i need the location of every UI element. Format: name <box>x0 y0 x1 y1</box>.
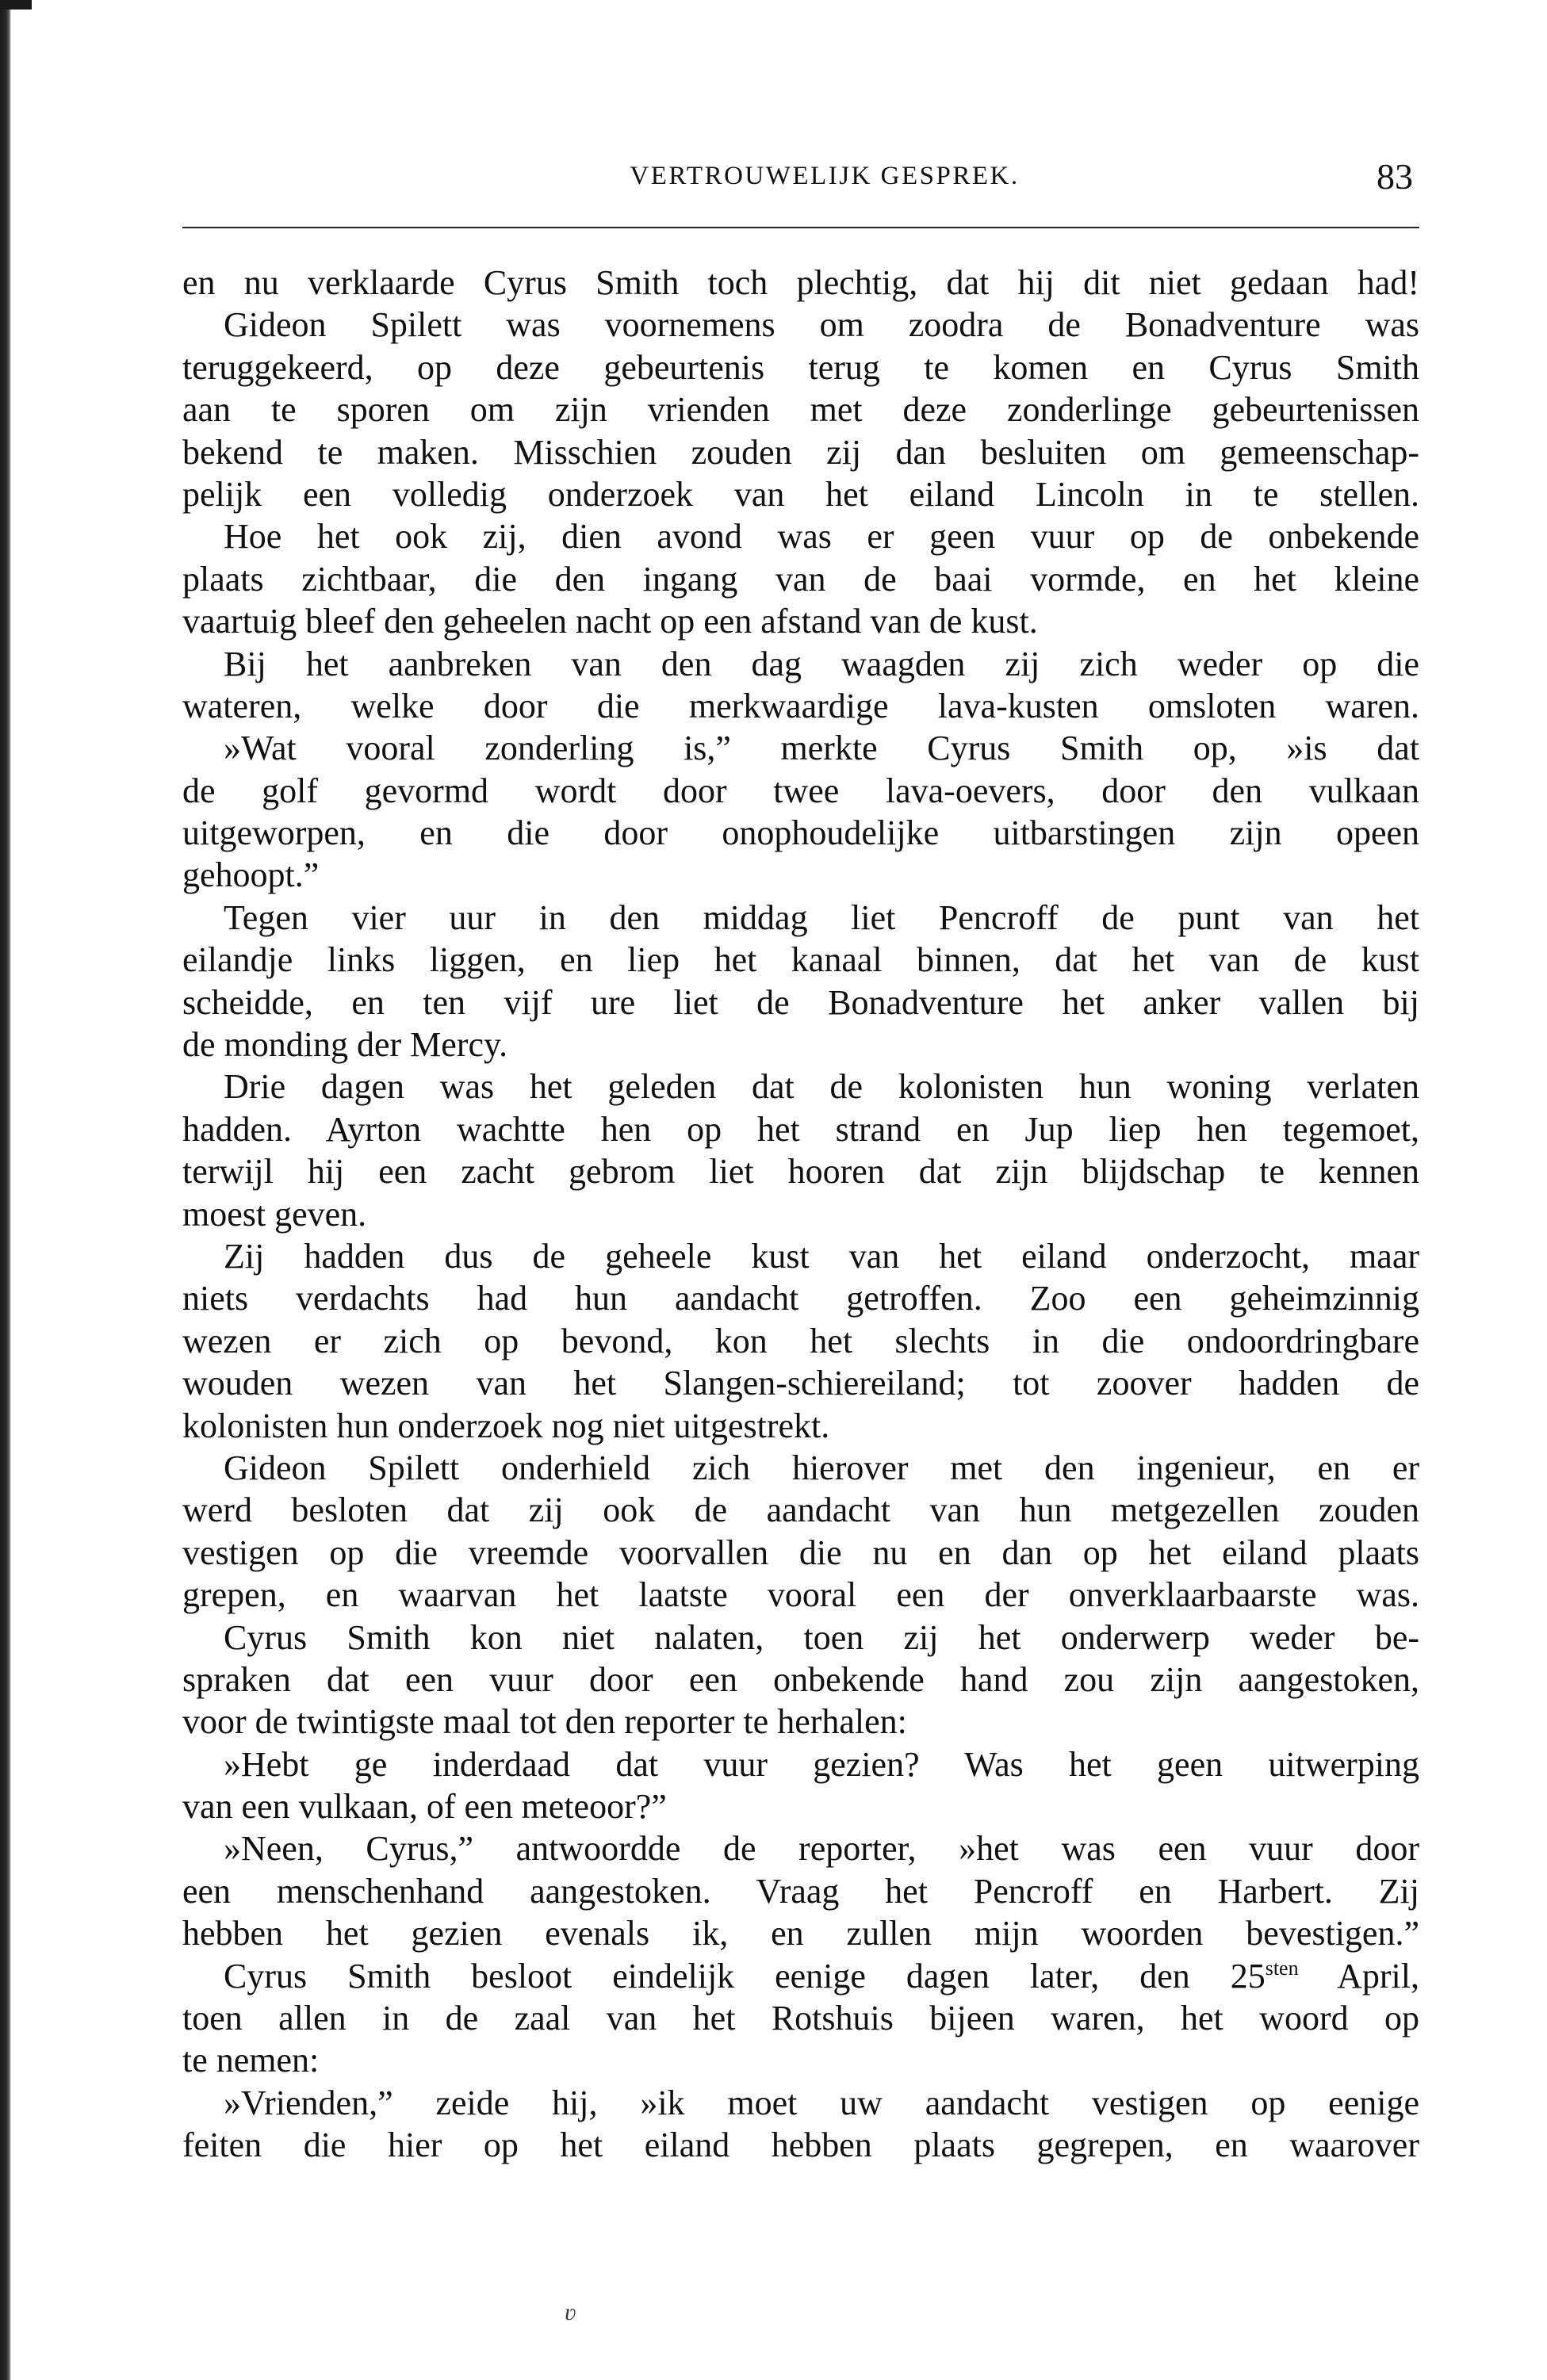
body-text <box>182 262 1419 2167</box>
text-line: werd besloten dat zij ook de aandacht van hun metgezellen zouden <box>182 1490 1419 1530</box>
text-line: »Vrienden,” zeide hij, »ik moet uw aandacht vestigen op eenige <box>224 2083 1419 2122</box>
text-line: Tegen vier uur in den middag liet Pencroff de punt van het <box>224 897 1419 937</box>
page-binding-edge <box>0 0 11 2380</box>
ordinal-superscript: sten <box>1265 1956 1299 1980</box>
text-line: niets verdachts had hun aandacht getroffen. Zoo een geheimzinnig <box>182 1279 1419 1318</box>
text-line: hadden. Ayrton wachtte hen op het strand en Jup liep hen tegemoet, <box>182 1109 1419 1149</box>
text-line: Gideon Spilett onderhield zich hierover met den ingenieur, en er <box>224 1448 1419 1487</box>
page-corner-mark <box>0 0 32 10</box>
text-line: wateren, welke door die merkwaardige lava-kusten omsloten waren. <box>182 686 1419 725</box>
text-line: grepen, en waarvan het laatste vooral een der onverklaarbaarste was. <box>182 1575 1419 1615</box>
text-line <box>182 1955 1419 1997</box>
text-line: terwijl hij een zacht gebrom liet hooren dat zijn blijdschap te kennen <box>182 1152 1419 1192</box>
text-line: spraken dat een vuur door een onbekende hand zou zijn aangestoken, <box>182 1659 1419 1699</box>
text-line-segment: Cyrus Smith besloot eindelijk eenige dagen later, den 25 <box>224 1956 1266 1995</box>
text-line: »Wat vooral zonderling is,” merkte Cyrus Smith op, »is dat <box>224 729 1419 768</box>
text-line: scheidde, en ten vijf ure liet de Bonadventure het anker vallen bij <box>182 982 1419 1022</box>
text-line: teruggekeerd, op deze gebeurtenis terug te komen en Cyrus Smith <box>182 347 1419 387</box>
text-line: een menschenhand aangestoken. Vraag het Pencroff en Harbert. Zij <box>182 1871 1419 1911</box>
text-line-segment: April, <box>1298 1956 1420 1995</box>
text-line: aan te sporen om zijn vrienden met deze zonderlinge gebeurtenissen <box>182 390 1419 430</box>
text-line: vaartuig bleef den geheelen nacht op een afstand van de kust. <box>182 602 1038 641</box>
running-title: VERTROUWELIJK GESPREK. <box>630 162 1020 190</box>
text-line: gehoopt.” <box>182 855 320 895</box>
text-line: Hoe het ook zij, dien avond was er geen vuur op de onbekende <box>224 517 1419 557</box>
text-line: wouden wezen van het Slangen-schiereiland; tot zoover hadden de <box>182 1364 1419 1403</box>
text-line: van een vulkaan, of een meteoor?” <box>182 1787 667 1827</box>
text-line: kolonisten hun onderzoek nog niet uitgestrekt. <box>182 1406 830 1445</box>
text-line: Drie dagen was het geleden dat de kolonisten hun woning verlaten <box>224 1067 1419 1107</box>
text-line: Gideon Spilett was voornemens om zoodra de Bonadventure was <box>224 305 1419 345</box>
text-line: de golf gevormd wordt door twee lava-oevers, door den vulkaan <box>182 771 1419 810</box>
running-head <box>182 155 1419 203</box>
text-line: »Neen, Cyrus,” antwoordde de reporter, »het was een vuur door <box>224 1829 1419 1869</box>
text-line: pelijk een volledig onderzoek van het eiland Lincoln in te stellen. <box>182 474 1419 514</box>
text-line: feiten die hier op het eiland hebben plaats gegrepen, en waarover <box>182 2126 1419 2165</box>
text-line: wezen er zich op bevond, kon het slechts in die ondoordringbare <box>182 1321 1419 1360</box>
text-line: vestigen op die vreemde voorvallen die nu en dan op het eiland plaats <box>182 1532 1419 1572</box>
text-line: Cyrus Smith kon niet nalaten, toen zij het onderwerp weder be- <box>224 1617 1419 1657</box>
text-line: Zij hadden dus de geheele kust van het eiland onderzocht, maar <box>224 1236 1419 1276</box>
text-line: te nemen: <box>182 2041 320 2080</box>
text-line: eilandje links liggen, en liep het kanaal binnen, dat het van de kust <box>182 940 1419 980</box>
text-line: toen allen in de zaal van het Rotshuis bijeen waren, het woord op <box>182 1999 1419 2038</box>
text-line: plaats zichtbaar, die den ingang van de baai vormde, en het kleine <box>182 559 1419 599</box>
text-line: voor de twintigste maal tot den reporter te herhalen: <box>182 1702 907 1742</box>
text-line: bekend te maken. Misschien zouden zij dan besluiten om gemeenschap- <box>182 432 1419 472</box>
text-line: Bij het aanbreken van den dag waagden zij zich weder op die <box>224 644 1419 683</box>
text-line: »Hebt ge inderdaad dat vuur gezien? Was het geen uitwerping <box>224 1744 1419 1784</box>
page-number: 83 <box>1377 156 1413 197</box>
header-rule <box>182 227 1419 228</box>
text-line: uitgeworpen, en die door onophoudelijke uitbarstingen zijn opeen <box>182 813 1419 853</box>
text-line: de monding der Mercy. <box>182 1025 508 1065</box>
text-line: en nu verklaarde Cyrus Smith toch plechtig, dat hij dit niet gedaan had! <box>182 263 1419 302</box>
text-line: moest geven. <box>182 1194 367 1234</box>
text-line: hebben het gezien evenals ik, en zullen mijn woorden bevestigen.” <box>182 1914 1419 1953</box>
footer-mark: ʋ <box>565 2299 576 2325</box>
